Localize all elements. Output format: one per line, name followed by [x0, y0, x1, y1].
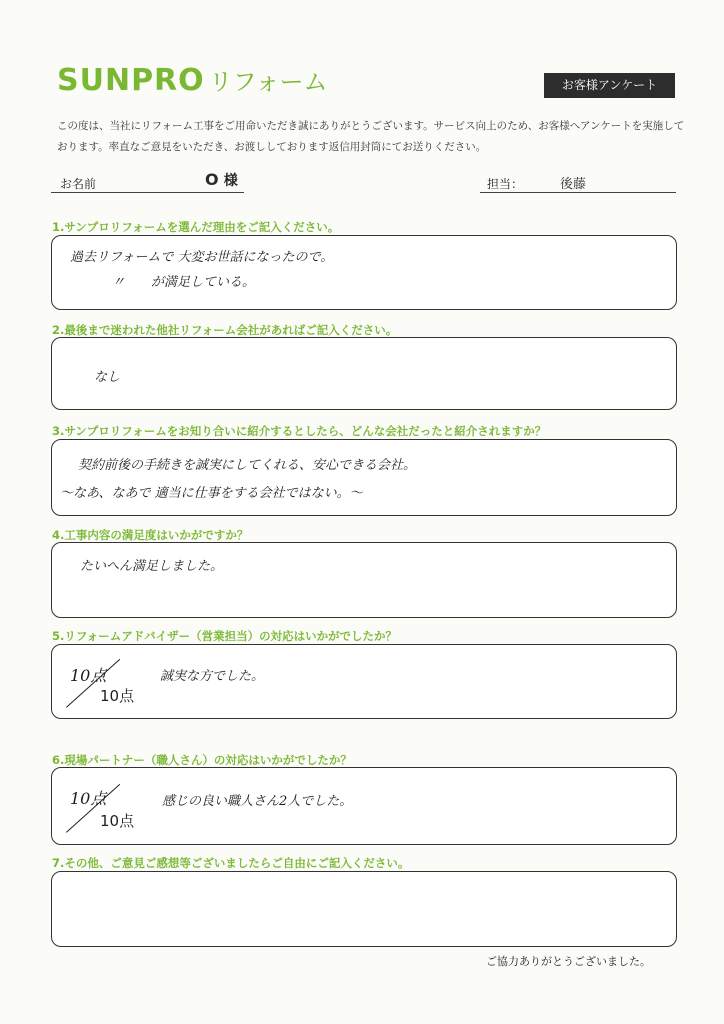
- thanks-text: ご協力ありがとうございました。: [486, 955, 651, 968]
- question-5-answer-box: [51, 644, 677, 719]
- question-1-label: 1.サンプロリフォームを選んだ理由をご記入ください。: [52, 220, 340, 234]
- question-6-label: 6.現場パートナー（職人さん）の対応はいかがでしたか？: [52, 753, 352, 767]
- question-4-answer-box: [51, 542, 677, 618]
- question-3-answer-box: [51, 439, 677, 516]
- honorific: 様: [223, 173, 238, 189]
- question-4-label: 4.工事内容の満足度はいかがですか？: [52, 528, 249, 542]
- staff-label: 担当：: [487, 177, 524, 191]
- survey-badge: お客様アンケート: [544, 73, 675, 98]
- intro-text: この度は、当社にリフォーム工事をご用命いただき誠にありがとうございます。サービス向上のため、お客様へアンケートを実施しております。率直なご意見をいただき、お渡ししております返信用封筒にてお送りください。: [57, 120, 685, 153]
- question-7-answer-box: [51, 871, 677, 947]
- answer-line: 〜なあ、なあで 適当に仕事をする会社ではない。〜: [60, 486, 363, 501]
- question-1-answer-box: [51, 235, 677, 310]
- answer-line: 感じの良い職人さん2人でした。: [162, 794, 353, 809]
- score-value: 10点: [70, 666, 107, 685]
- answer-line: 過去リフォームで 大変お世話になったので。: [70, 250, 334, 265]
- question-2-label: 2.最後まで迷われた他社リフォーム会社があればご記入ください。: [52, 323, 398, 337]
- answer-line: 〃 が満足している。: [112, 275, 256, 290]
- answer-line: たいへん満足しました。: [80, 559, 224, 574]
- score-value: 10点: [70, 789, 107, 808]
- question-6-answer-box: [51, 767, 677, 845]
- answer-line: なし: [94, 370, 121, 385]
- logo-sub: リフォーム: [208, 68, 328, 96]
- answer-line: 誠実な方でした。: [160, 669, 265, 684]
- answer-line: 契約前後の手続きを誠実にしてくれる、安心できる会社。: [78, 458, 417, 473]
- customer-name: [205, 170, 238, 190]
- question-2-answer-box: [51, 337, 677, 410]
- score-max: 10点: [100, 812, 135, 830]
- staff-value: 後藤: [560, 177, 587, 192]
- name-value: O: [205, 170, 219, 189]
- sunpro-logo: [57, 62, 327, 98]
- name-label: お名前: [60, 177, 97, 191]
- staff-underline: [480, 192, 676, 193]
- question-5-label: 5.リフォームアドバイザー（営業担当）の対応はいかがでしたか？: [52, 629, 398, 643]
- logo-brand: SUNPRO: [57, 63, 205, 98]
- score-max: 10点: [100, 687, 135, 705]
- question-7-label: 7.その他、ご意見ご感想等ございましたらご自由にご記入ください。: [52, 856, 410, 870]
- name-underline: [51, 192, 244, 193]
- question-3-label: 3.サンプロリフォームをお知り合いに紹介するとしたら、どんな会社だったと紹介されますか？: [52, 424, 547, 438]
